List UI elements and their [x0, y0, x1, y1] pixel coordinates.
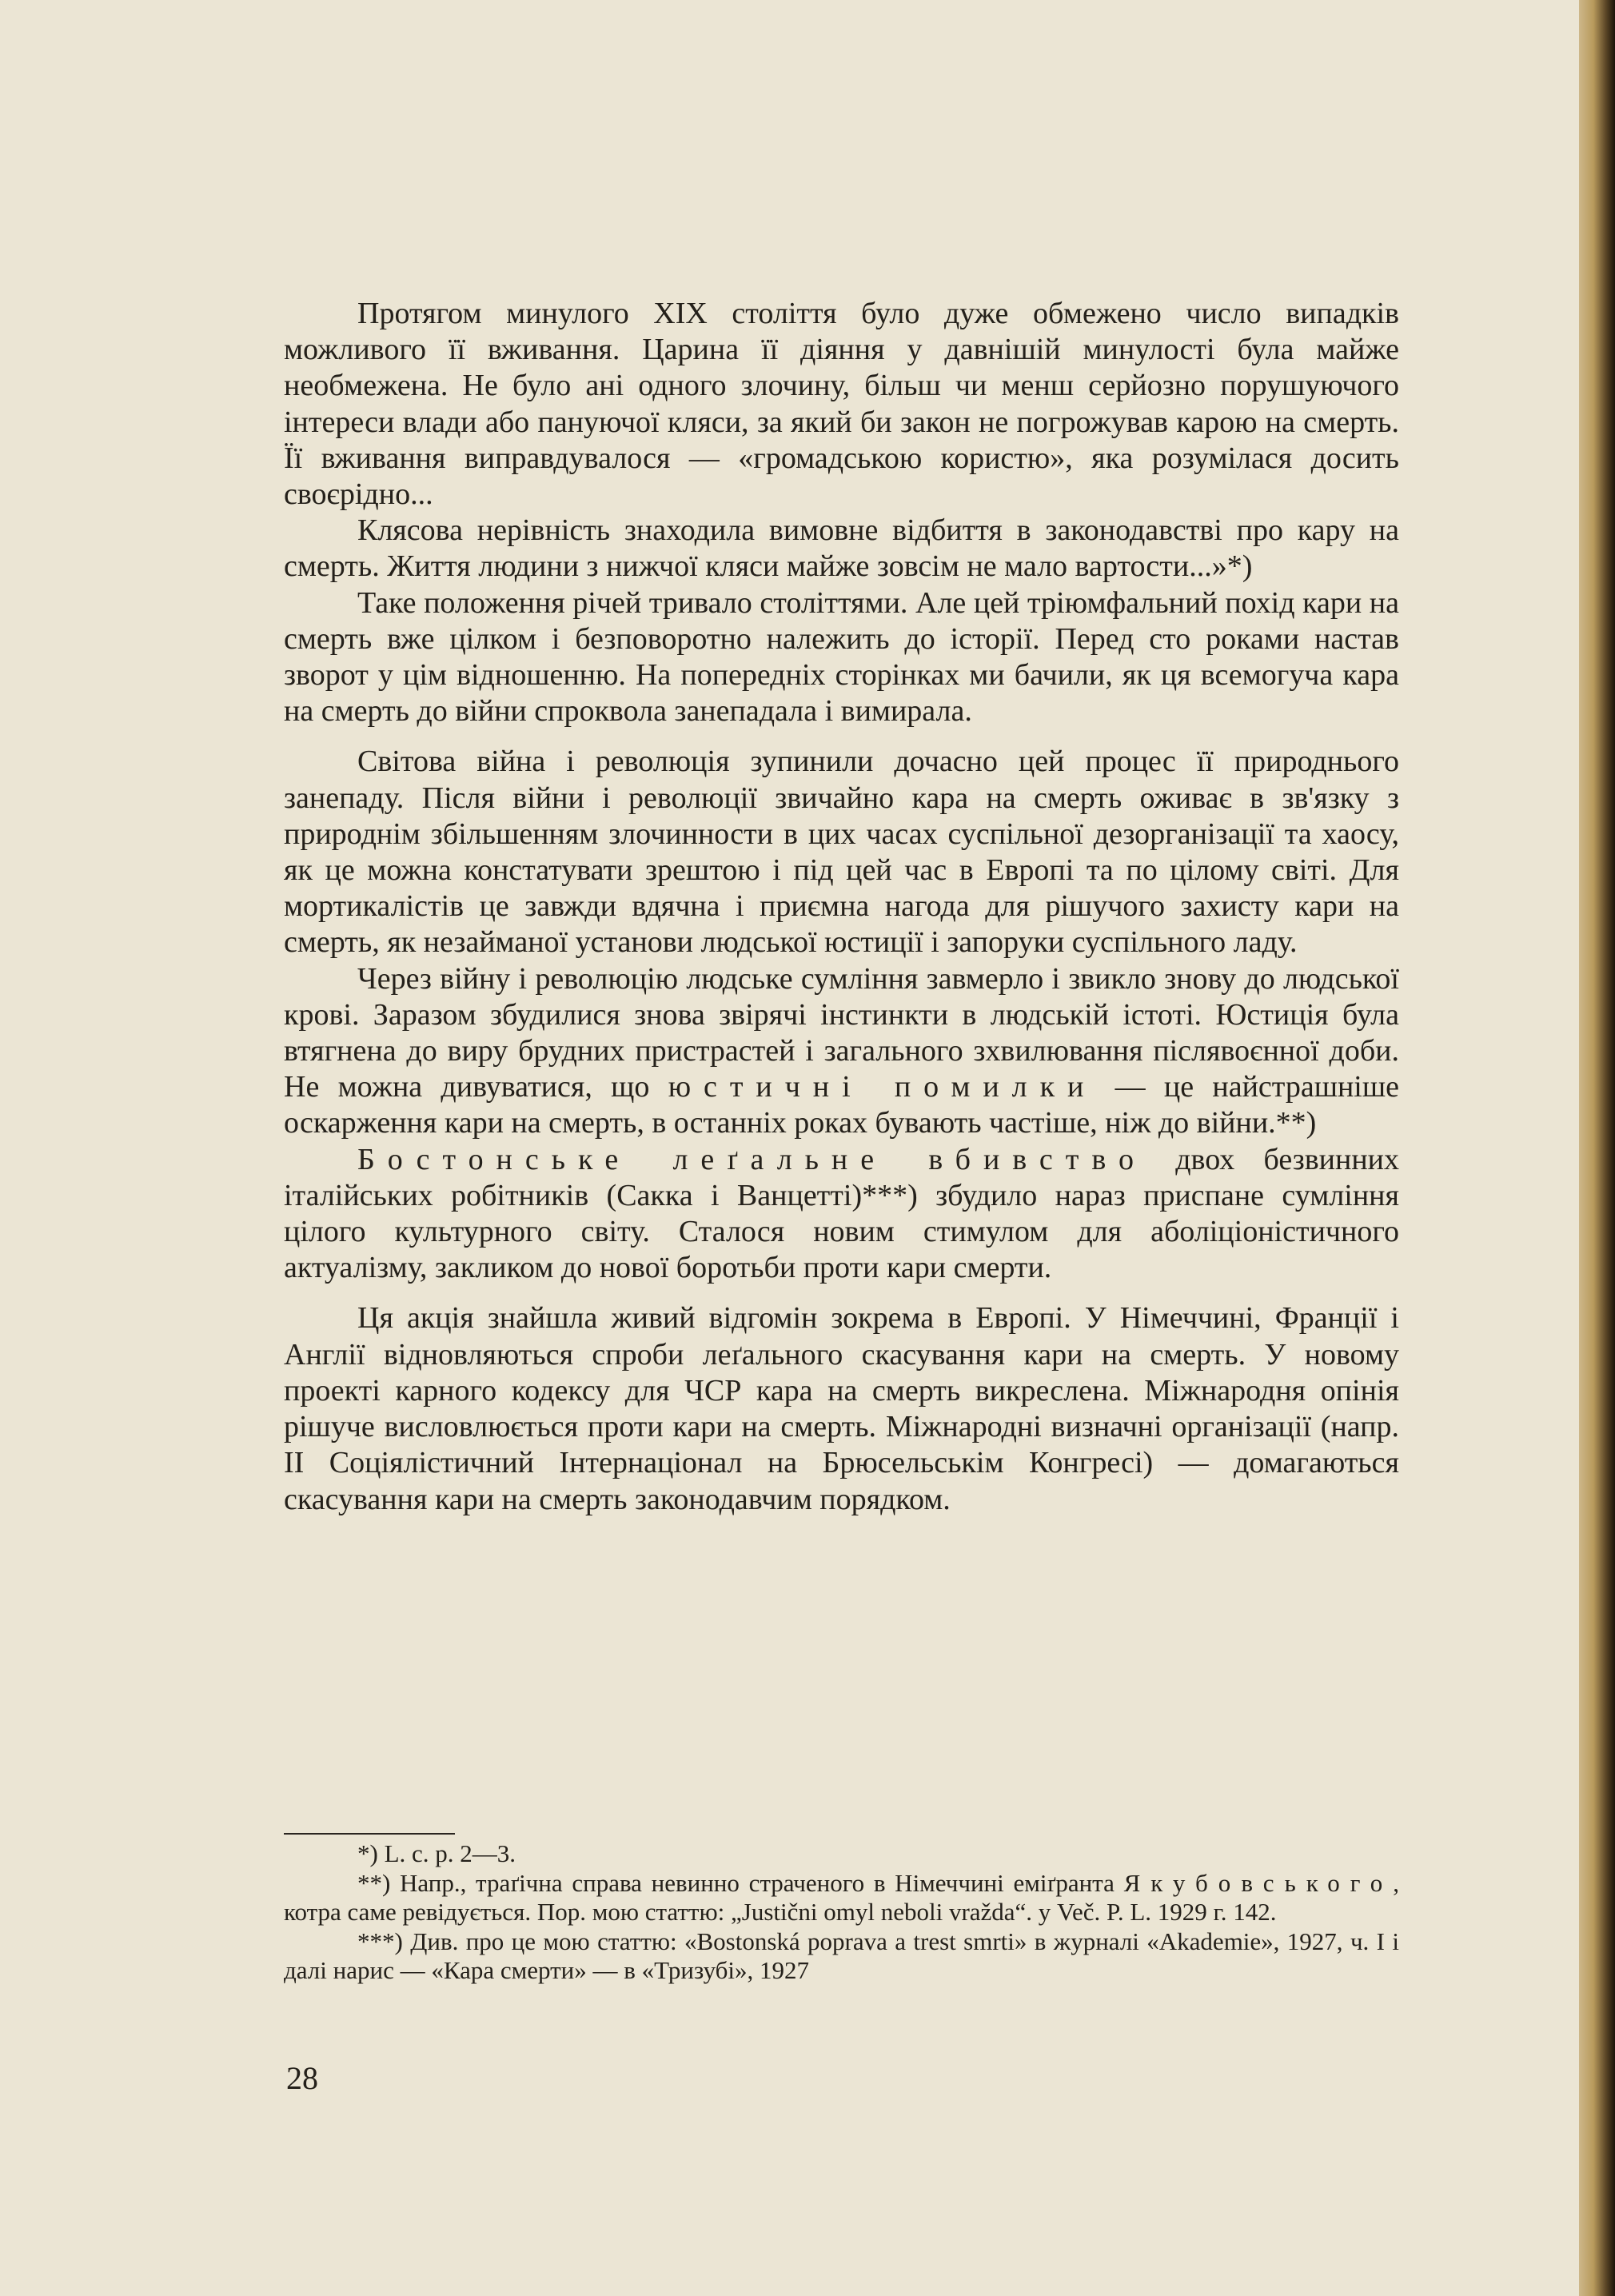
spaced-emphasis: Якубовського — [1123, 1868, 1394, 1897]
paragraph-text: Через війну і революцію людське сумління завмерло і звикло знову до людської крові. Заразом збудилися знова звірячі інстинкти в людській істоті. Юстиція була втягнена до виру брудних пристрастей і загального зхвилювання післявоєнної доби. Не можна дивуватися, що — [284, 961, 1399, 1104]
spaced-emphasis: Бостонське леґальне вбивство — [357, 1142, 1146, 1176]
paragraph: Таке положення річей тривало століттями. Але цей тріюмфальний похід кари на смерть вже цілком і безповоротно належить до історії. Перед сто роками настав зворот у цім відношенню. На попередніх сторінках ми бачили, як ця всемогуча кара на смерть до війни спроквола занепадала і вимирала. — [284, 585, 1399, 729]
spaced-emphasis: юстичні помилки — [668, 1070, 1097, 1104]
footnote-text: , котра саме ревідується. Пор. мою статтю: „Justični omyl neboli vražda“. у Več. P. L. 1929 г. 142. — [284, 1868, 1399, 1926]
paragraph — [284, 1142, 1399, 1287]
footnotes — [284, 1839, 1399, 1986]
paragraph: Протягом минулого XIX століття було дуже обмежено число випадків можливого її вживання. Царина її діяння у давнішій минулості була майже необмежена. Не було ані одного злочину, більш чи менш серйозно порушуючого інтереси влади або пануючої кляси, за який би закон не погрожував карою на смерть. Її вживання виправдувалося — «громадською користю», яка розумілася досить своєрідно... — [284, 297, 1399, 512]
paragraph-text: — це найстрашніше оскарження кари на смерть, в останніх роках бувають частіше, ніж до війни.**) — [284, 1070, 1399, 1140]
paragraph: Ця акція знайшла живий відгомін зокрема в Европі. У Німеччині, Франції і Англії відновляються спроби леґального скасування кари на смерть. У новому проекті карного кодексу для ЧСР кара на смерть викреслена. Міжнародня опінія рішуче висловлюється проти кари на смерть. Міжнародні визначні організації (напр. II Соціялістичний Інтернаціонал на Брюсельськім Конгресі) — домагаються скасування кари на смерть законодавчим порядком. — [284, 1301, 1399, 1516]
book-spine-edge — [1579, 0, 1615, 2296]
footnote-text: **) Напр., траґічна справа невинно страченого в Німеччині еміґранта — [357, 1868, 1124, 1897]
main-text — [284, 296, 1399, 1518]
paragraph: Клясова нерівність знаходила вимовне відбиття в законодавстві про кару на смерть. Життя людини з нижчої кляси майже зовсім не мало вартости...»*) — [284, 513, 1399, 584]
paragraph-text: двох безвинних італійських робітників (Сакка і Ванцетті)***) збудило нараз приспане сумління цілого культурного світу. Сталося новим стимулом для аболіціоністичного актуалізму, закликом до нової боротьби проти кари смерти. — [284, 1142, 1400, 1285]
paragraph: Світова війна і революція зупинили дочасно цей процес її природнього занепаду. Після війни і революції звичайно кара на смерть оживає в зв'язку з природнім збільшенням злочинности в цих часах суспільної дезорганізації та хаосу, як це можна констатувати зрештою і під цей час в Европі та по цілому світі. Для мортикалістів це завжди вдячна і приємна нагода для рішучого захисту кари на смерть, як незайманої установи людської юстиції і запоруки суспільного ладу. — [284, 745, 1399, 960]
footnote: *) L. c. p. 2—3. — [357, 1839, 516, 1867]
footnote-divider — [284, 1833, 455, 1835]
footnote — [284, 1869, 1399, 1927]
paragraph — [284, 961, 1399, 1142]
page-number: 28 — [286, 2060, 318, 2096]
footnote: ***) Див. про це мою статтю: «Bostonská poprava a trest smrti» в журналі «Akademie», 1927, ч. I і далі нарис — «Кара смерти» — в «Тризубі», 1927 — [284, 1927, 1399, 1984]
